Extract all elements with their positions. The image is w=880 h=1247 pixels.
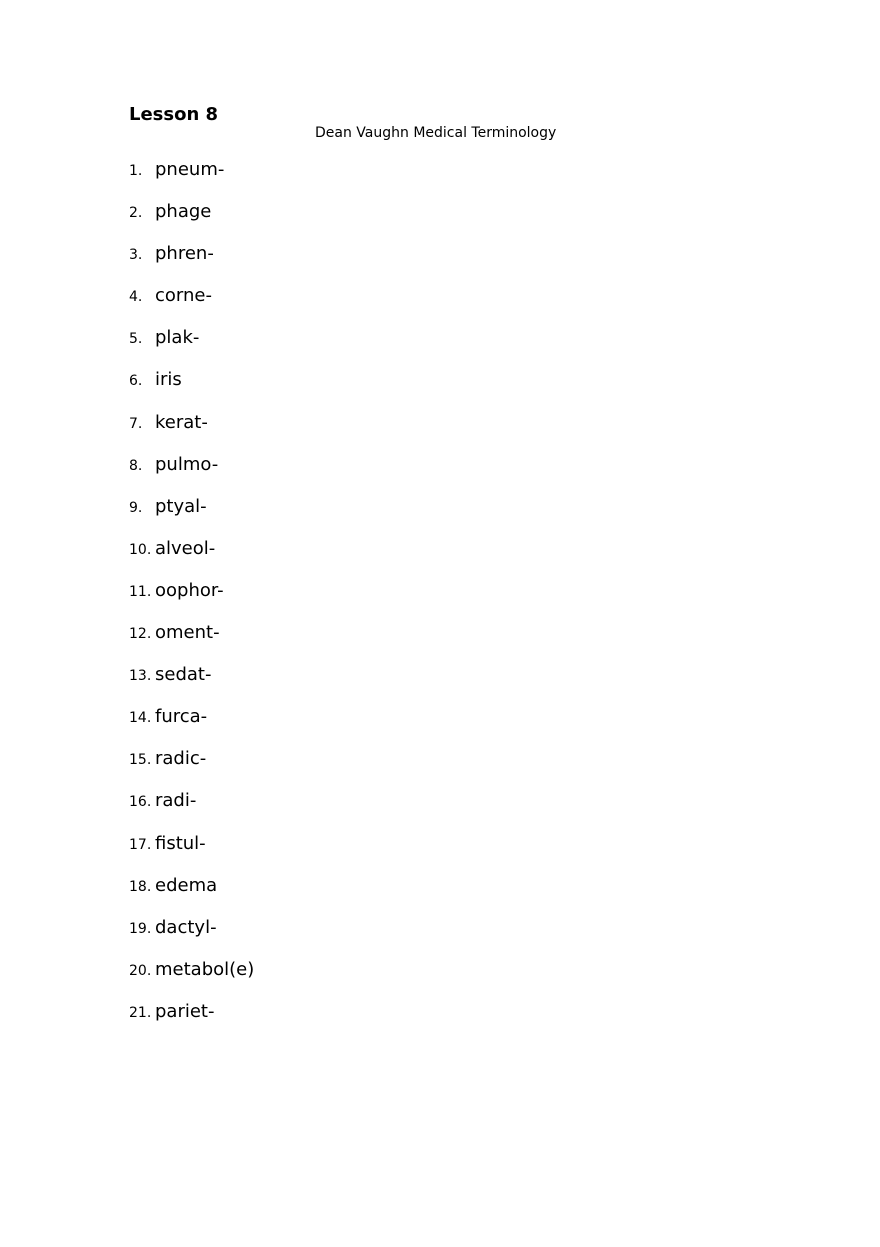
list-item [129, 495, 254, 537]
list-item [129, 579, 254, 621]
term-text: furca- [155, 706, 208, 728]
term-number: 5. [129, 331, 143, 348]
term-text: radi- [155, 790, 197, 812]
term-text: edema [155, 874, 218, 896]
term-number: 21. [129, 1004, 152, 1021]
term-text: radic- [155, 748, 207, 770]
term-number: 13. [129, 668, 152, 685]
list-item [129, 158, 254, 200]
list-item [129, 242, 254, 284]
term-text: fistul- [155, 832, 206, 854]
term-number: 16. [129, 794, 152, 811]
term-number: 7. [129, 415, 143, 432]
term-number: 8. [129, 457, 143, 474]
list-item [129, 874, 254, 916]
term-number: 6. [129, 373, 143, 390]
term-text: alveol- [155, 537, 216, 559]
term-number: 1. [129, 163, 143, 179]
term-number: 17. [129, 836, 152, 853]
list-item [129, 453, 254, 495]
list-item [129, 663, 254, 705]
list-item [129, 958, 254, 1000]
lesson-title: Lesson 8 [129, 104, 219, 125]
list-item [129, 537, 254, 579]
term-number: 15. [129, 752, 152, 769]
term-number: 2. [129, 205, 143, 222]
list-item [129, 411, 254, 453]
term-text: oophor- [155, 579, 224, 601]
term-text: metabol(e) [155, 958, 255, 980]
term-text: kerat- [155, 411, 208, 433]
term-text: sedat- [155, 664, 212, 686]
list-item [129, 832, 254, 874]
list-item [129, 789, 254, 831]
list-item [129, 1000, 254, 1042]
term-text: plak- [155, 327, 200, 349]
term-number: 19. [129, 920, 152, 937]
term-number: 20. [129, 962, 152, 979]
term-number: 14. [129, 710, 152, 727]
list-item [129, 916, 254, 958]
term-text: iris [155, 369, 182, 391]
list-item [129, 326, 254, 368]
term-text: ptyal- [155, 495, 207, 517]
term-text: pneum- [155, 159, 225, 180]
list-item [129, 368, 254, 410]
term-number: 12. [129, 626, 152, 643]
list-item [129, 705, 254, 747]
term-text: oment- [155, 622, 220, 644]
term-list [129, 158, 254, 1042]
list-item [129, 284, 254, 326]
list-item [129, 747, 254, 789]
term-text: pulmo- [155, 453, 219, 475]
term-number: 18. [129, 878, 152, 895]
list-item [129, 200, 254, 242]
term-text: phage [155, 201, 212, 223]
term-text: corne- [155, 285, 212, 307]
term-text: dactyl- [155, 916, 217, 938]
term-number: 10. [129, 541, 152, 558]
term-text: phren- [155, 243, 214, 265]
term-number: 4. [129, 289, 143, 306]
term-text: pariet- [155, 1000, 215, 1022]
document-subtitle: Dean Vaughn Medical Terminology [315, 125, 557, 141]
term-number: 3. [129, 247, 143, 264]
list-item [129, 621, 254, 663]
term-number: 11. [129, 583, 152, 600]
term-number: 9. [129, 499, 143, 516]
